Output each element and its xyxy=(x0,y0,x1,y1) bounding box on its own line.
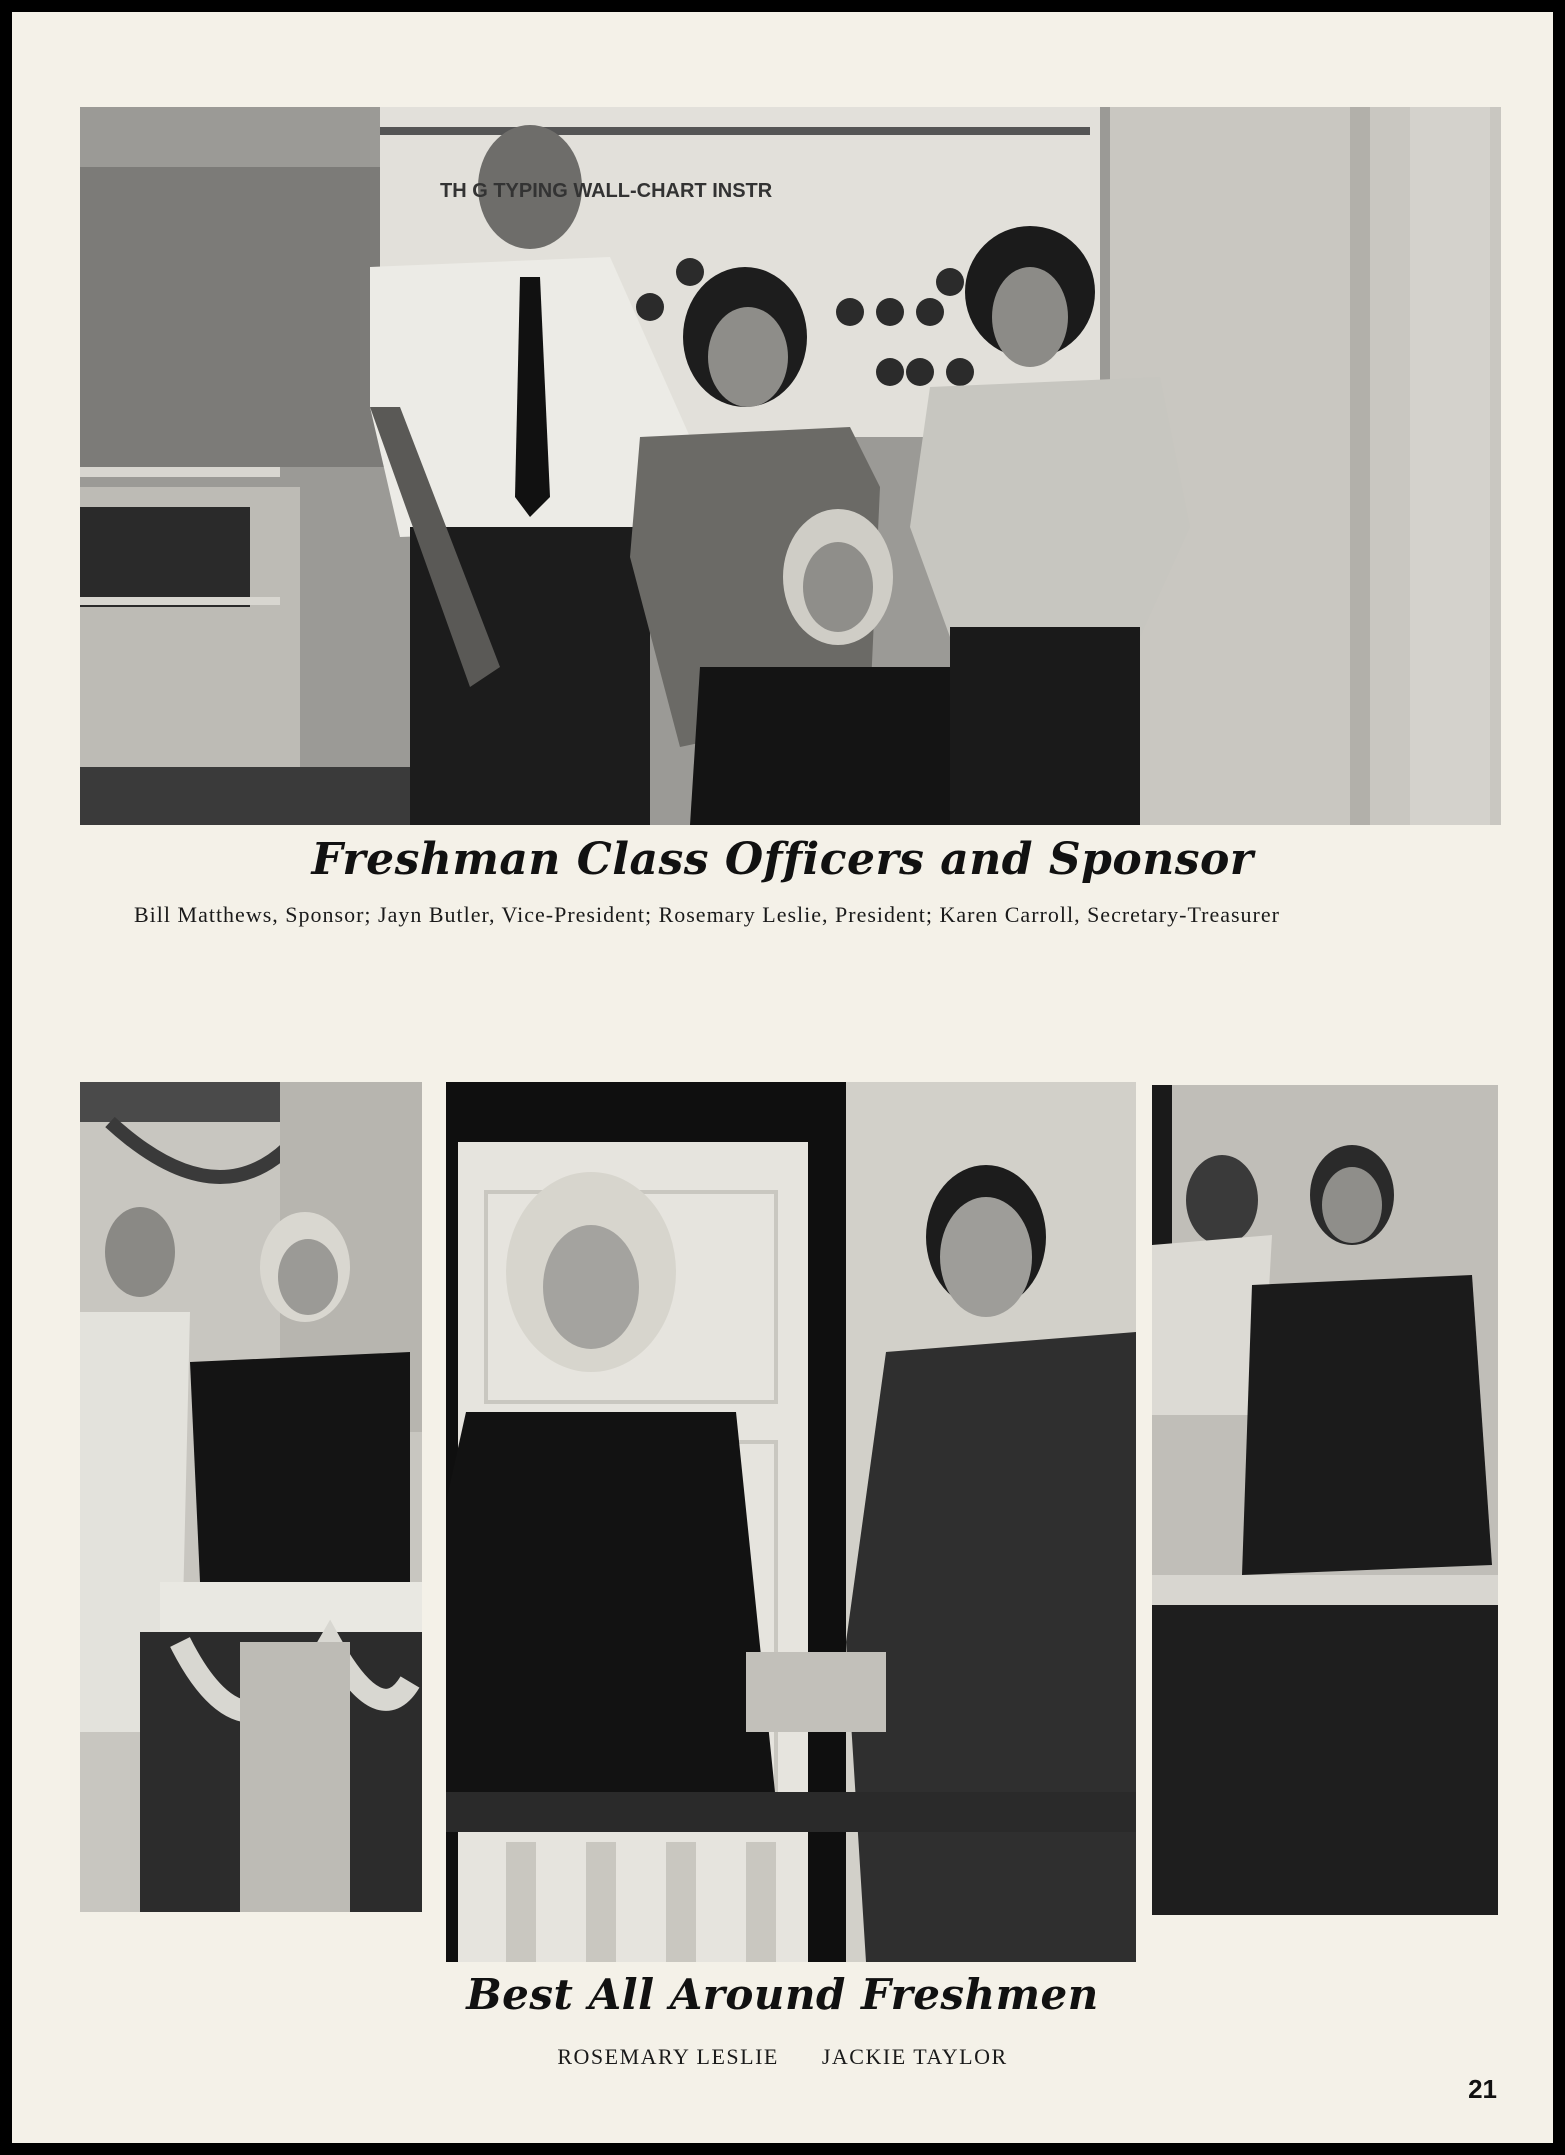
best-all-around-photo xyxy=(446,1082,1136,1962)
officers-title: Freshman Class Officers and Sponsor xyxy=(311,834,1254,885)
name-rosemary-leslie: ROSEMARY LESLIE xyxy=(557,2044,779,2069)
officers-caption: Bill Matthews, Sponsor; Jayn Butler, Vice-President; Rosemary Leslie, President; Karen Carroll, Secretary-Treasurer xyxy=(134,902,1280,927)
yearbook-page xyxy=(12,12,1553,2143)
name-jackie-taylor: JACKIE TAYLOR xyxy=(821,2044,1008,2069)
best-all-around-title: Best All Around Freshmen xyxy=(466,1970,1099,2019)
wall-chart-text: TH G TYPING WALL-CHART INSTR xyxy=(440,180,773,202)
page-number: 21 xyxy=(1468,2074,1497,2104)
best-all-around-names xyxy=(12,2044,1553,2070)
freshmen-candid-photo-left xyxy=(80,1082,422,1912)
freshmen-candid-photo-right xyxy=(1152,1085,1498,1915)
officers-photo xyxy=(80,107,1501,825)
